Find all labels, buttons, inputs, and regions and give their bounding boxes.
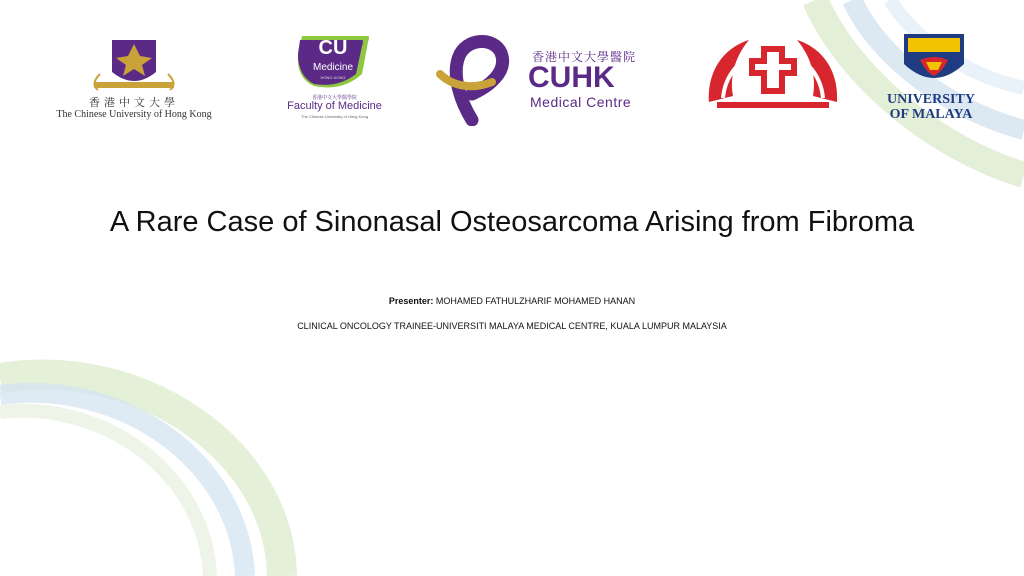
ribbon-icon [432,34,528,126]
cu-badge-region: HONG KONG [320,75,346,80]
um-name-line2: OF MALAYA [889,107,973,122]
cuhk-logo [34,34,234,126]
cu-medicine-subtitle: The Chinese University of Hong Kong [301,114,368,119]
cuhk-english-name: The Chinese University of Hong Kong [56,109,212,120]
slide-title: A Rare Case of Sinonasal Osteosarcoma Arising from Fibroma [109,206,915,238]
cu-badge-text: CU [318,37,348,59]
cu-medicine-logo [272,34,397,126]
university-of-malaya-logo [868,30,998,126]
presenter-line [0,296,1024,306]
cuhkmc-subtitle: Medical Centre [530,94,632,110]
affiliation-line: CLINICAL ONCOLOGY TRAINEE-UNIVERSITI MALAYA MEDICAL CENTRE, KUALA LUMPUR MALAYSIA [297,321,727,331]
presenter-label: Presenter: [388,296,434,306]
cu-badge-medicine: Medicine [312,62,354,73]
cuhk-crest-icon [34,34,234,94]
cuhkmc-name: CUHK [528,61,615,94]
cuhk-medical-centre-logo [432,34,662,126]
presenter-name: MOHAMED FATHULZHARIF MOHAMED HANAN [433,296,636,306]
um-crest-icon [868,30,998,92]
red-hospital-emblem-icon [703,36,843,112]
cuhk-chinese-name: 香港中文大學 [89,96,179,109]
um-name-line1: UNIVERSITY [887,92,975,107]
cu-medicine-chinese: 香港中文大學醫學院 [311,95,357,101]
faculty-of-medicine-label: Faculty of Medicine [287,100,382,112]
cuhkmc-chinese-name: 香港中文大學醫院 [532,50,637,64]
